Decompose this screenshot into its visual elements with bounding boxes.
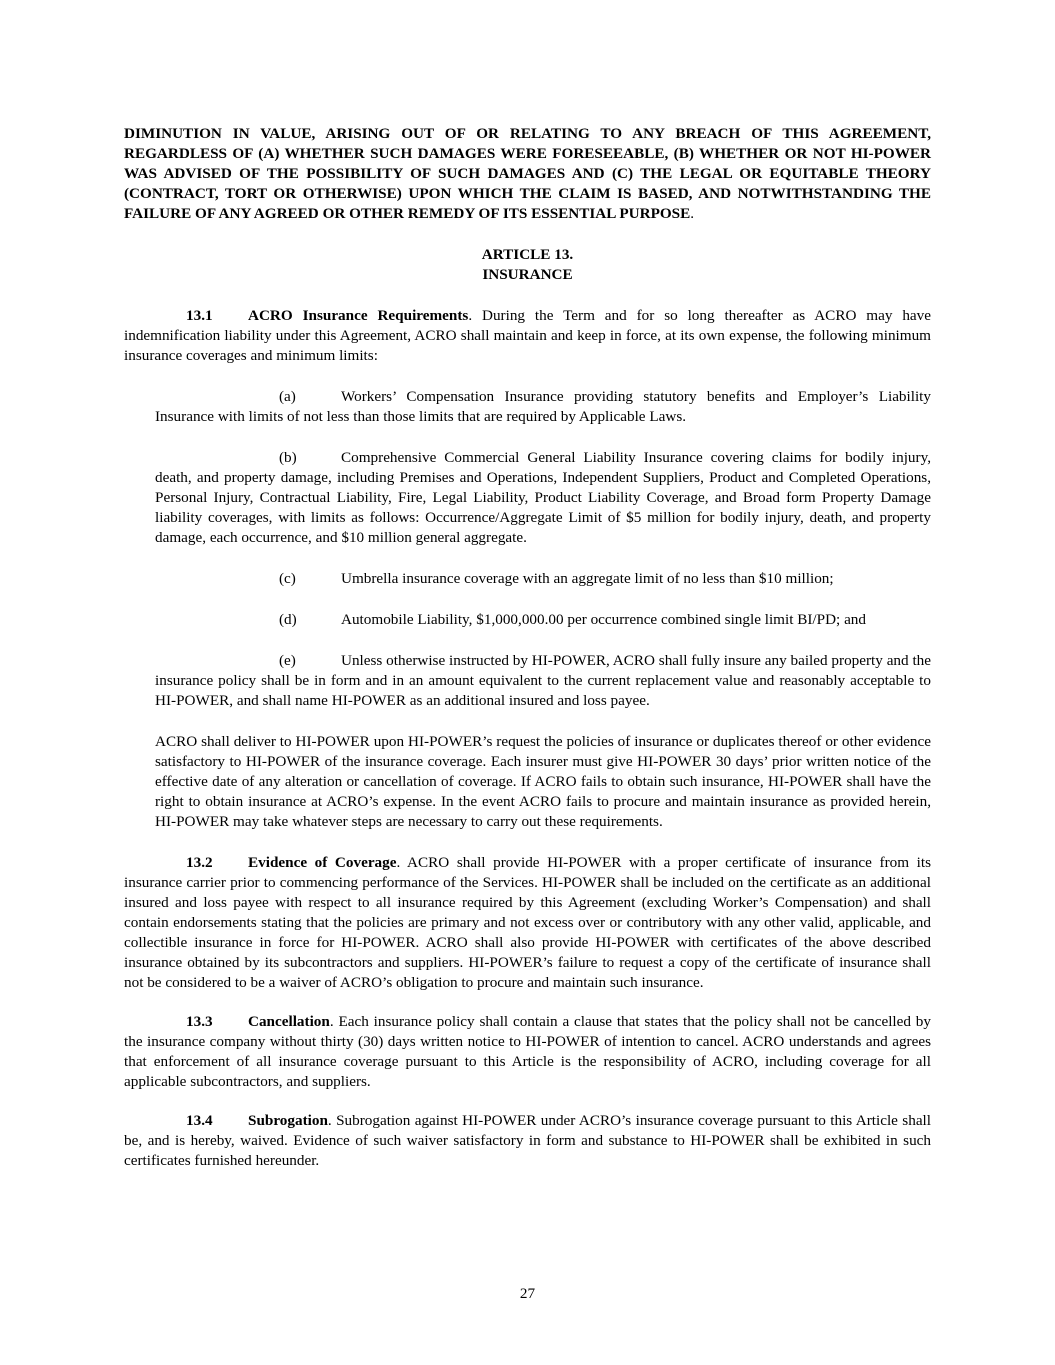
article-heading — [124, 245, 931, 285]
section-13-4 — [124, 1111, 931, 1171]
section-number: 13.2 — [186, 854, 213, 871]
coverage-item-text: Unless otherwise instructed by HI-POWER, ACRO shall fully insure any bailed property and the insurance policy shall be in form and in an amount equivalent to the current replacement value and reasonably acceptable to HI-POWER, and shall name HI-POWER as an additional insured and loss payee. — [155, 652, 931, 709]
coverage-item-label: (c) — [279, 570, 296, 587]
limitation-caps-text: DIMINUTION IN VALUE, ARISING OUT OF OR RELATING TO ANY BREACH OF THIS AGREEMENT, REGARDLESS OF (A) WHETHER SUCH DAMAGES WERE FORESEEABLE, (B) WHETHER OR NOT HI-POWER WAS ADVISED OF THE POSSIBILITY OF SUCH DAMAGES AND (C) THE LEGAL OR EQUITABLE THEORY (CONTRACT, TORT OR OTHERWISE) UPON WHICH THE CLAIM IS BASED, AND NOTWITHSTANDING THE FAILURE OF ANY AGREED OR OTHER REMEDY OF ITS ESSENTIAL PURPOSE — [124, 125, 931, 222]
coverage-item-text: Umbrella insurance coverage with an aggregate limit of no less than $10 million; — [341, 570, 834, 587]
coverage-item-a — [155, 387, 931, 427]
section-title: Cancellation — [248, 1013, 330, 1030]
section-body: . During the Term and for so long thereafter as ACRO may have indemnification liability under this Agreement, ACRO shall maintain and keep in force, at its own expense, the following minimum insurance coverages and minimum limits: — [124, 307, 932, 364]
article-number: ARTICLE 13. — [481, 246, 574, 263]
coverage-item-d — [155, 610, 931, 630]
limitation-caps-paragraph — [124, 124, 931, 224]
policy-delivery-paragraph: ACRO shall deliver to HI-POWER upon HI-POWER’s request the policies of insurance or duplicates thereof or other evidence satisfactory to HI-POWER of the insurance coverage. Each insurer must give HI-POWER 30 days’ prior written notice of the effective date of any alteration or cancellation of coverage. If ACRO fails to obtain such insurance, HI-POWER shall have the right to obtain insurance at ACRO’s expense. In the event ACRO fails to procure and maintain insurance as provided herein, HI-POWER may take whatever steps are necessary to carry out these requirements. — [155, 733, 931, 830]
limitation-caps-end: . — [690, 205, 695, 222]
section-title: Evidence of Coverage — [248, 854, 397, 871]
coverage-item-text: Comprehensive Commercial General Liability Insurance covering claims for bodily injury, death, and property damage, including Premises and Operations, Independent Suppliers, Product and Completed Operations, Personal Injury, Contractual Liability, Fire, Legal Liability, Product Liability Coverage, and Broad form Property Damage liability coverages, with limits as follows: Occurrence/Aggregate Limit of $5 million for bodily injury, death, and property damage, each occurrence, and $10 million general aggregate. — [155, 449, 931, 546]
coverage-item-label: (a) — [279, 388, 296, 405]
coverage-item-b — [155, 448, 931, 548]
article-title: INSURANCE — [482, 266, 573, 283]
section-title: ACRO Insurance Requirements — [248, 307, 469, 324]
coverage-item-label: (d) — [279, 611, 297, 628]
document-page — [124, 124, 931, 1171]
section-title: Subrogation — [248, 1112, 328, 1129]
section-number: 13.4 — [186, 1112, 213, 1129]
section-13-1 — [124, 306, 931, 366]
section-13-2 — [124, 853, 931, 993]
page-number: 27 — [519, 1285, 536, 1302]
coverage-item-label: (b) — [279, 449, 297, 466]
coverage-item-text: Workers’ Compensation Insurance providing statutory benefits and Employer’s Liability Insurance with limits of not less than those limits that are required by Applicable Laws. — [155, 388, 931, 425]
section-body: . Subrogation against HI-POWER under ACRO’s insurance coverage pursuant to this Article shall be, and is hereby, waived. Evidence of such waiver satisfactory in form and substance to HI-POWER shall be exhibited in such certificates furnished hereunder. — [124, 1112, 931, 1169]
section-body: . Each insurance policy shall contain a clause that states that the policy shall not be cancelled by the insurance company without thirty (30) days written notice to HI-POWER of intention to cancel. ACRO understands and agrees that enforcement of all insurance coverage pursuant to this Article is the responsibility of ACRO, including coverage for all applicable subcontractors, and suppliers. — [124, 1013, 931, 1090]
section-number: 13.3 — [186, 1013, 213, 1030]
section-body: . ACRO shall provide HI-POWER with a proper certificate of insurance from its insurance carrier prior to commencing performance of the Services. HI-POWER shall be included on the certificate as an additional insured and loss payee with respect to all insurance required by this Agreement (excluding Worker’s Compensation) and shall contain endorsements stating that the policies are primary and not excess over or contributory with any other valid, applicable, and collectible insurance in force for HI-POWER. ACRO shall also provide HI-POWER with certificates of the above described insurance obtained by its subcontractors and suppliers. HI-POWER’s failure to request a copy of the certificate of insurance shall not be considered to be a waiver of ACRO’s obligation to procure and maintain such insurance. — [124, 854, 931, 991]
section-number: 13.1 — [186, 307, 213, 324]
coverage-item-c — [155, 569, 931, 589]
coverage-item-text: Automobile Liability, $1,000,000.00 per occurrence combined single limit BI/PD; and — [341, 611, 866, 628]
section-13-3 — [124, 1012, 931, 1092]
coverage-item-e — [155, 651, 931, 711]
coverage-item-label: (e) — [279, 652, 296, 669]
